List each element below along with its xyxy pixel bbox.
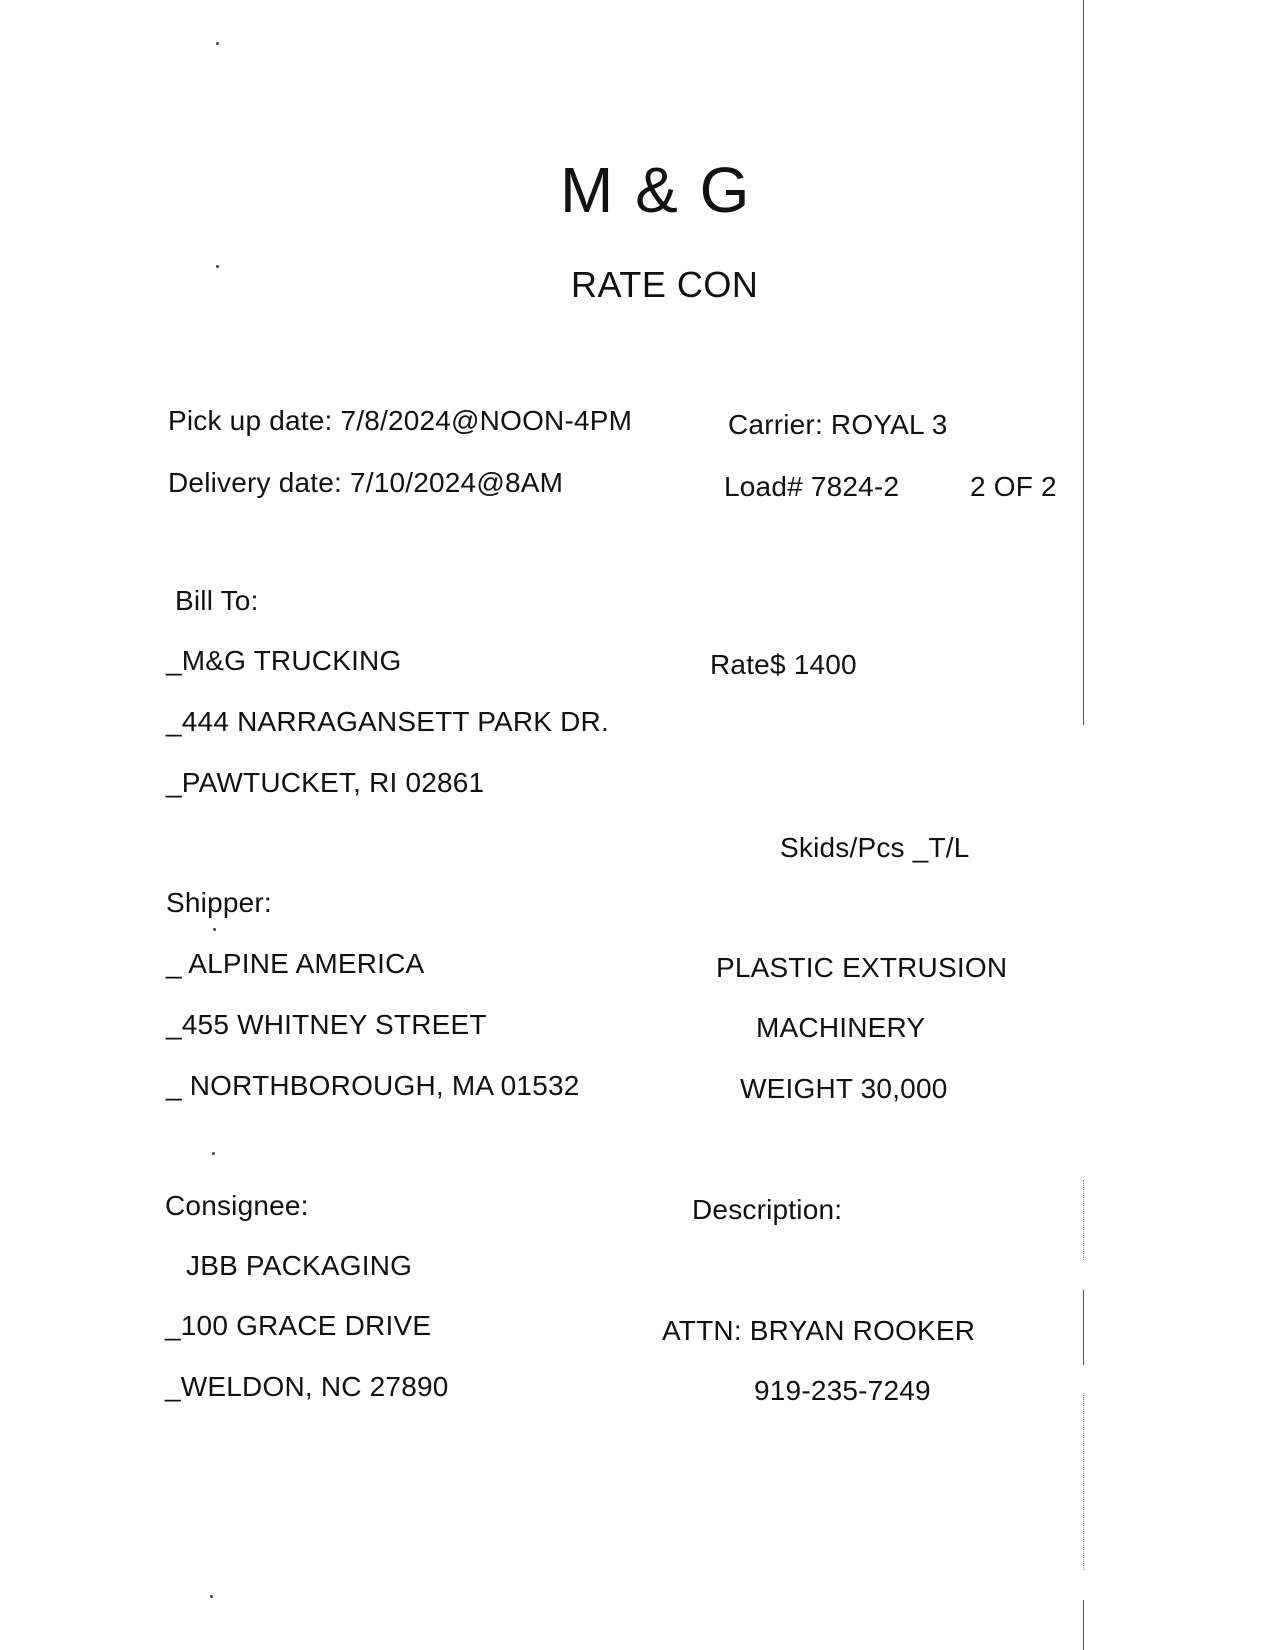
bill-to-line-2: _444 NARRAGANSETT PARK DR. bbox=[166, 706, 609, 737]
pickup-date: Pick up date: 7/8/2024@NOON-4PM bbox=[168, 405, 633, 436]
skids-pcs: Skids/Pcs _T/L bbox=[780, 832, 970, 863]
scan-speck bbox=[216, 265, 219, 268]
shipper-line-3: _ NORTHBOROUGH, MA 01532 bbox=[166, 1070, 580, 1101]
bill-to-line-1: _M&G TRUCKING bbox=[166, 645, 402, 676]
freight-weight: WEIGHT 30,000 bbox=[740, 1073, 948, 1104]
consignee-line-3: _WELDON, NC 27890 bbox=[165, 1371, 449, 1402]
scan-speck bbox=[216, 42, 219, 45]
contact-phone: 919-235-7249 bbox=[754, 1375, 931, 1406]
page-count: 2 OF 2 bbox=[970, 471, 1057, 502]
scan-edge-line-middle bbox=[1083, 1180, 1084, 1260]
freight-line-2: MACHINERY bbox=[756, 1012, 926, 1043]
bill-to-line-3: _PAWTUCKET, RI 02861 bbox=[166, 767, 485, 798]
scan-speck bbox=[212, 1152, 215, 1155]
scan-edge-line-bottom bbox=[1083, 1395, 1084, 1570]
contact-attn: ATTN: BRYAN ROOKER bbox=[662, 1315, 976, 1346]
delivery-date: Delivery date: 7/10/2024@8AM bbox=[168, 467, 564, 498]
shipper-line-2: _455 WHITNEY STREET bbox=[166, 1009, 487, 1040]
consignee-label: Consignee: bbox=[165, 1190, 309, 1221]
scan-speck bbox=[210, 1595, 213, 1598]
carrier: Carrier: ROYAL 3 bbox=[728, 409, 948, 440]
consignee-line-1: JBB PACKAGING bbox=[186, 1250, 413, 1281]
scan-edge-line-foot bbox=[1083, 1600, 1084, 1650]
scan-edge-line-top bbox=[1083, 0, 1084, 725]
description-label: Description: bbox=[692, 1194, 843, 1225]
scan-speck bbox=[213, 928, 216, 931]
shipper-line-1: _ ALPINE AMERICA bbox=[166, 948, 425, 979]
shipper-label: Shipper: bbox=[166, 887, 272, 918]
bill-to-label: Bill To: bbox=[175, 585, 259, 616]
document-title: M & G bbox=[560, 154, 752, 226]
document-subtitle: RATE CON bbox=[571, 264, 759, 305]
rate: Rate$ 1400 bbox=[710, 649, 857, 680]
consignee-line-2: _100 GRACE DRIVE bbox=[165, 1310, 432, 1341]
freight-line-1: PLASTIC EXTRUSION bbox=[716, 952, 1008, 983]
scan-edge-line-lower bbox=[1083, 1290, 1084, 1365]
load-number: Load# 7824-2 bbox=[724, 471, 900, 502]
